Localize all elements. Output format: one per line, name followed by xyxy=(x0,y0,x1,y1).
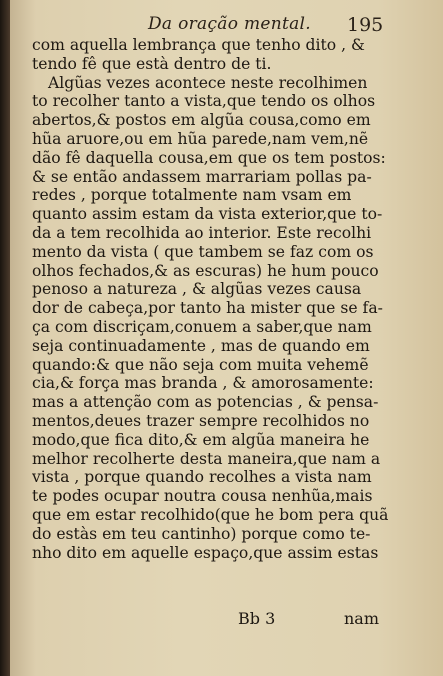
text-line: abertos,& postos em algũa cousa,como em xyxy=(32,111,371,130)
text-line: dor de cabeça,por tanto ha mister que se fa- xyxy=(32,299,383,318)
text-line: que em estar recolhido(que he bom pera quã xyxy=(32,505,389,524)
text-line: do estàs em teu cantinho) porque como te- xyxy=(32,524,371,543)
body-text xyxy=(32,36,437,562)
text-line: melhor recolherte desta maneira,que nam a xyxy=(32,449,381,468)
text-line: hũa aruore,ou em hũa parede,nam vem,nẽ xyxy=(32,129,369,148)
page-number: 195 xyxy=(347,14,384,36)
text-line: modo,que fica dito,& em algũa maneira he xyxy=(32,430,370,449)
text-line: vista , porque quando recolhes a vista nam xyxy=(32,468,372,487)
text-line: olhos fechados,& as escuras) he hum pouco xyxy=(32,261,379,280)
catchword: nam xyxy=(344,609,380,628)
text-line: cia,& força mas branda , & amorosamente: xyxy=(32,374,374,393)
text-line: mentos,deues trazer sempre recolhidos no xyxy=(32,411,370,430)
text-line: & se então andassem marrariam pollas pa- xyxy=(32,167,372,186)
text-line: mento da vista ( que tambem se faz com os xyxy=(32,242,374,261)
text-line: to recolher tanto a vista,que tendo os olhos xyxy=(32,92,376,111)
text-line: nho dito em aquelle espaço,que assim estas xyxy=(32,543,379,562)
text-line: tendo fê que està dentro de ti. xyxy=(32,54,272,73)
book-page xyxy=(10,0,443,676)
text-line: mas a attenção com as potencias , & pensa- xyxy=(32,393,379,412)
running-title: Da oração mental. xyxy=(148,14,311,34)
text-line: penoso a natureza , & algũas vezes causa xyxy=(32,280,362,299)
text-line: redes , porque totalmente nam vsam em xyxy=(32,186,352,205)
text-line: ça com discriçam,conuem a saber,que nam xyxy=(32,317,372,336)
text-line: com aquella lembrança que tenho dito , & xyxy=(32,36,365,54)
page-header xyxy=(10,14,443,38)
text-line: dão fê daquella cousa,em que os tem postos: xyxy=(32,148,386,167)
page-footer xyxy=(10,609,443,631)
book-spine xyxy=(0,0,10,676)
text-line: quando:& que não seja com muita vehemẽ xyxy=(32,355,369,374)
signature-mark: Bb 3 xyxy=(238,609,276,628)
text-line: seja continuadamente , mas de quando em xyxy=(32,336,370,355)
text-line: da a tem recolhida ao interior. Este recolhi xyxy=(32,223,372,242)
text-line: quanto assim estam da vista exterior,que to- xyxy=(32,205,383,224)
text-line: te podes ocupar noutra cousa nenhũa,mais xyxy=(32,487,373,506)
text-line: Algũas vezes acontece neste recolhimen xyxy=(48,73,368,92)
